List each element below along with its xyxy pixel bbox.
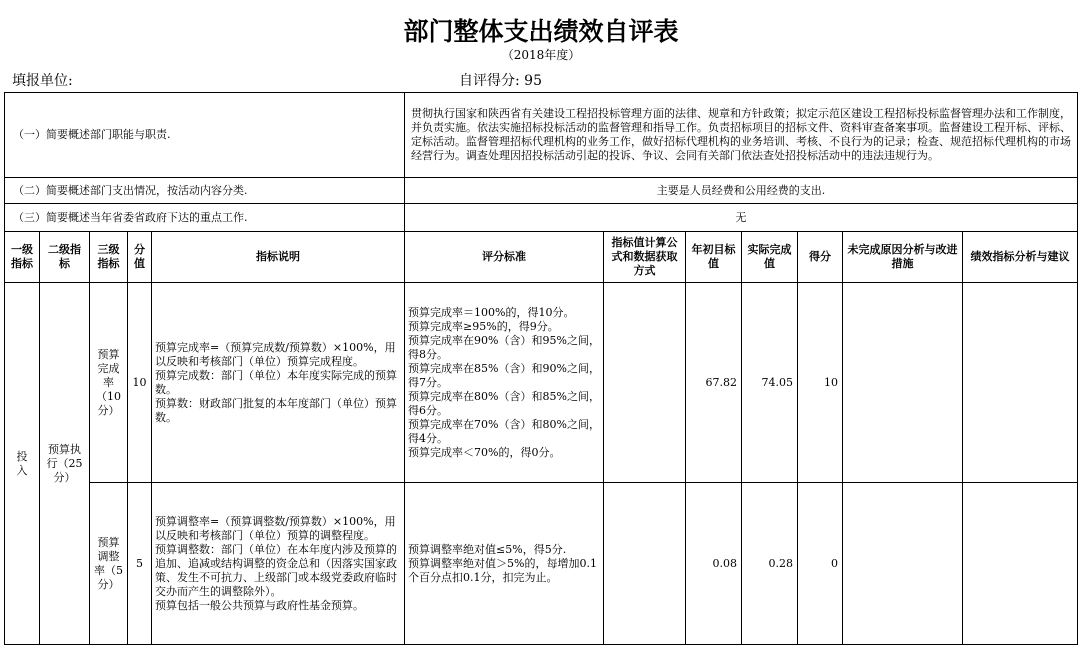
overview-label: （一）简要概述部门职能与职责. — [5, 93, 405, 178]
target-cell: 67.82 — [686, 283, 742, 483]
header-score: 得分 — [798, 232, 843, 283]
actual-cell: 74.05 — [742, 283, 798, 483]
evaluation-table — [4, 92, 1078, 645]
self-score-label: 自评得分: — [459, 73, 520, 89]
header-level1: 一级指标 — [5, 232, 40, 283]
header-level3: 三级指标 — [90, 232, 128, 283]
weight-cell: 5 — [128, 483, 152, 645]
header-method: 指标值计算公式和数据获取方式 — [604, 232, 686, 283]
overview-row — [5, 178, 1078, 204]
description-cell: 预算完成率=（预算完成数/预算数）×100%，用以反映和考核部门（单位）预算完成程度。 预算完成数：部门（单位）本年度实际完成的预算数。 预算数：财政部门批复的本年度部门（单位）预算数。 — [152, 283, 405, 483]
header-description: 指标说明 — [152, 232, 405, 283]
header-actual: 实际完成值 — [742, 232, 798, 283]
criteria-cell: 预算完成率＝100%的，得10分。 预算完成率≥95%的，得9分。 预算完成率在90%（含）和95%之间，得8分。 预算完成率在85%（含）和90%之间，得7分。 预算完成率在80%（含）和85%之间，得6分。 预算完成率在70%（含）和80%之间，得4分。 预算完成率＜70%的，得0分。 — [405, 283, 604, 483]
score-cell: 0 — [798, 483, 843, 645]
header-reason: 未完成原因分析与改进措施 — [843, 232, 963, 283]
level2-cell: 预算执行（25分） — [40, 283, 90, 645]
header-criteria: 评分标准 — [405, 232, 604, 283]
description-cell: 预算调整率=（预算调整数/预算数）×100%，用以反映和考核部门（单位）预算的调整程度。 预算调整数：部门（单位）在本年度内涉及预算的追加、追减或结构调整的资金总和（因落实国家政策、发生不可抗力、上级部门或本级党委政府临时交办而产生的调整除外）。 预算包括一般公共预算与政府性基金预算。 — [152, 483, 405, 645]
weight-cell: 10 — [128, 283, 152, 483]
overview-row — [5, 204, 1078, 232]
method-cell — [604, 283, 686, 483]
criteria-cell: 预算调整率绝对值≤5%，得5分. 预算调整率绝对值＞5%的，每增加0.1个百分点扣0.1分，扣完为止。 — [405, 483, 604, 645]
overview-label: （三）简要概述当年省委省政府下达的重点工作. — [5, 204, 405, 232]
overview-label: （二）简要概述部门支出情况，按活动内容分类. — [5, 178, 405, 204]
overview-value: 主要是人员经费和公用经费的支出. — [405, 178, 1078, 204]
reason-cell — [843, 483, 963, 645]
table-row — [5, 483, 1078, 645]
level3-cell: 预算调整率（5分） — [90, 483, 128, 645]
header-target: 年初目标值 — [686, 232, 742, 283]
table-row — [5, 283, 1078, 483]
reason-cell — [843, 283, 963, 483]
level3-cell: 预算完成率（10分） — [90, 283, 128, 483]
target-cell: 0.08 — [686, 483, 742, 645]
self-score — [459, 70, 542, 90]
page-title: 部门整体支出绩效自评表 — [403, 17, 679, 46]
self-score-value: 95 — [524, 73, 542, 89]
reporting-unit-label: 填报单位: — [12, 73, 73, 89]
suggestion-cell — [963, 283, 1078, 483]
reporting-unit — [12, 70, 73, 90]
header-level2: 二级指标 — [40, 232, 90, 283]
level1-cell: 投入 — [5, 283, 40, 645]
table-header-row — [5, 232, 1078, 283]
overview-value: 无 — [405, 204, 1078, 232]
header-weight: 分值 — [128, 232, 152, 283]
overview-value: 贯彻执行国家和陕西省有关建设工程招投标管理方面的法律、规章和方针政策；拟定示范区建设工程招标投标监督管理办法和工作制度，并负责实施。依法实施招标投标活动的监督管理和指导工作。负责招标项目的招标文件、资料审查备案事项。监督建设工程开标、评标、定标活动。监督管理招标代理机构的业务工作，做好招标代理机构的业务培训、考核、不良行为的记录；检查、规范招标代理机构的市场经营行为。调查处理因招投标活动引起的投诉、争议、会同有关部门依法查处招投标活动中的违法违规行为。 — [405, 93, 1078, 178]
report-year: （2018年度） — [501, 48, 581, 62]
method-cell — [604, 483, 686, 645]
actual-cell: 0.28 — [742, 483, 798, 645]
score-cell: 10 — [798, 283, 843, 483]
header-suggestion: 绩效指标分析与建议 — [963, 232, 1078, 283]
suggestion-cell — [963, 483, 1078, 645]
overview-row — [5, 93, 1078, 178]
